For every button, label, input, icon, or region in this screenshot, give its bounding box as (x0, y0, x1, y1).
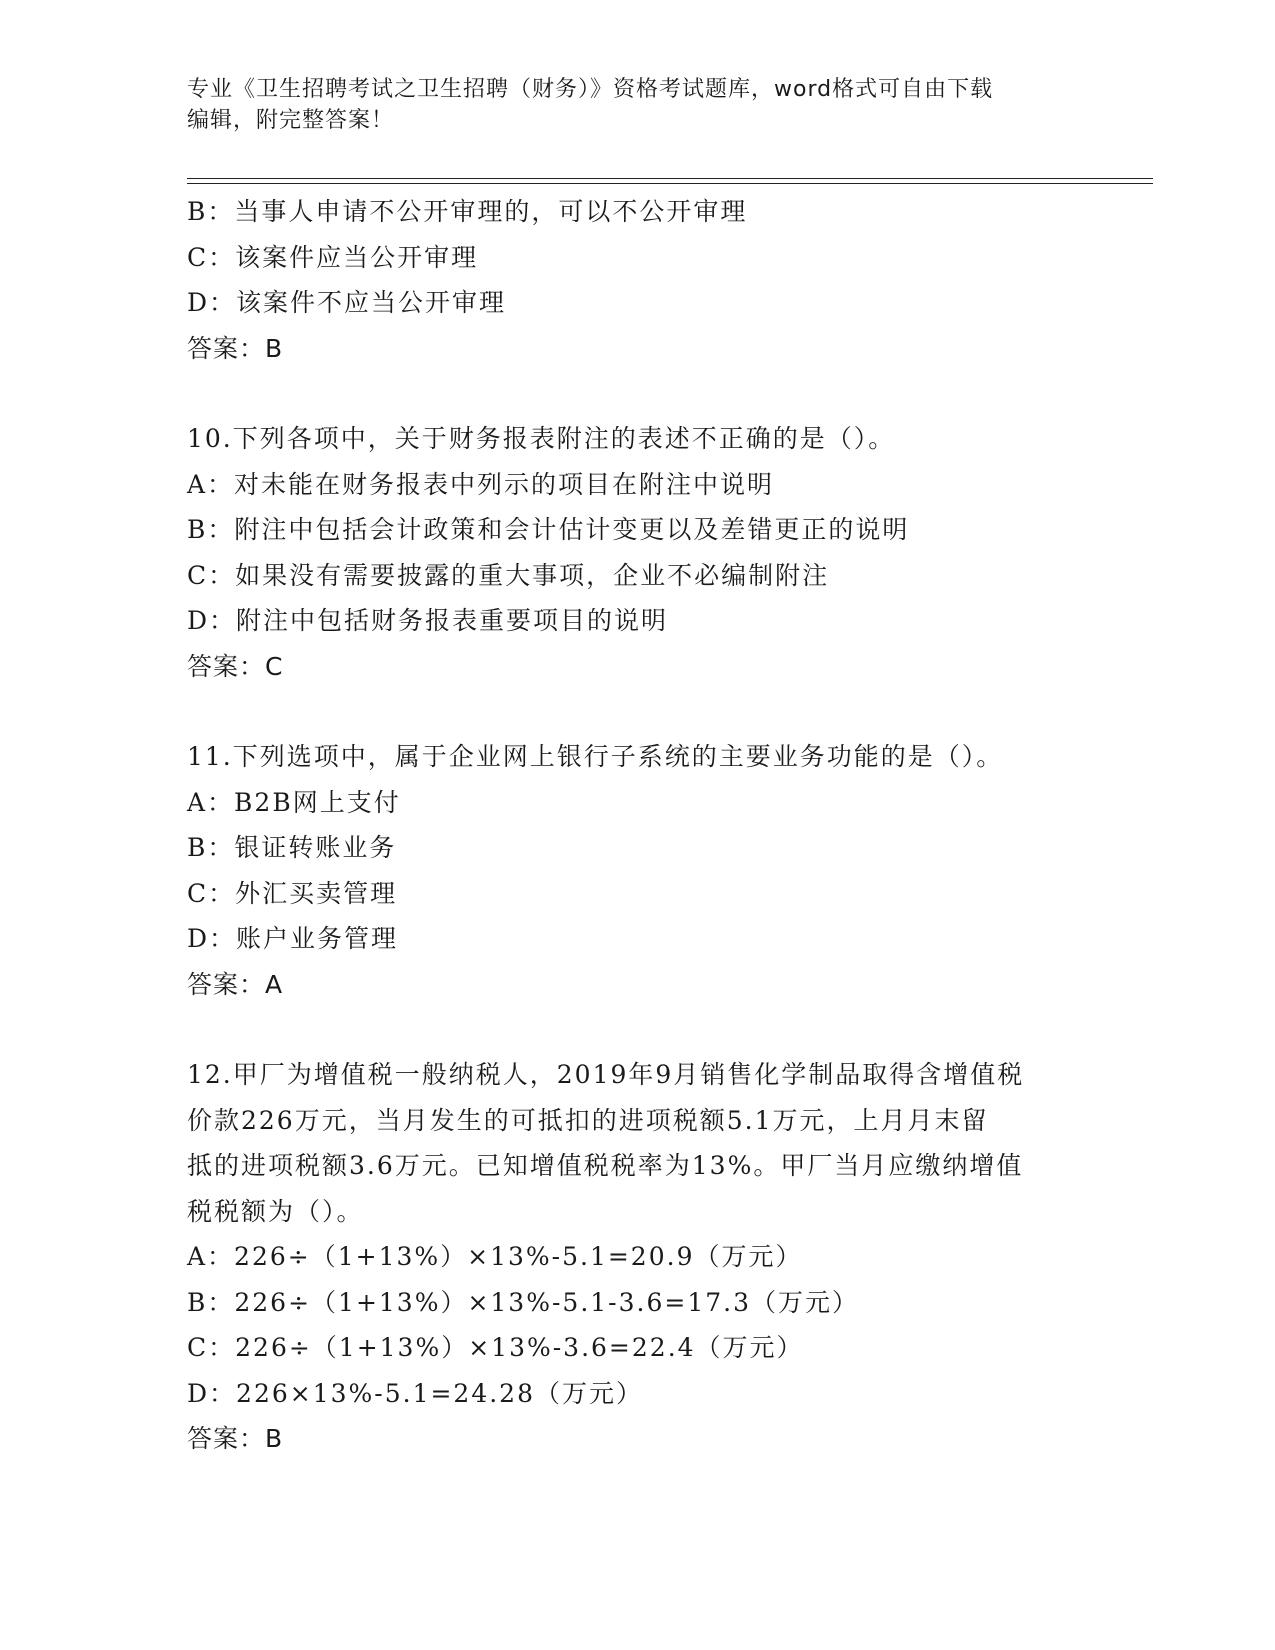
question-11 (187, 734, 1087, 1007)
option-d: D：账户业务管理 (187, 924, 399, 953)
question-stem: 11.下列选项中，属于企业网上银行子系统的主要业务功能的是（）。 (187, 742, 1004, 771)
question-stem-line-1: 12.甲厂为增值税一般纳税人，2019年9月销售化学制品取得含增值税 (187, 1060, 1025, 1089)
option-a: A：对未能在财务报表中列示的项目在附注中说明 (187, 469, 775, 499)
option-c: C：外汇买卖管理 (187, 878, 398, 908)
spacer (187, 371, 1087, 416)
question-9-continued (187, 189, 1087, 371)
answer-line: 答案：C (187, 651, 284, 681)
header-line-1: 专业《卫生招聘考试之卫生招聘（财务）》资格考试题库，word格式可自由下载 (187, 77, 994, 102)
option-b: B：当事人申请不公开审理的，可以不公开审理 (187, 197, 748, 226)
spacer (187, 689, 1087, 734)
option-a: A：B2B网上支付 (187, 787, 401, 817)
option-c: C：226÷（1+13%）×13%-3.6=22.4（万元） (187, 1333, 804, 1362)
answer-line: 答案：B (187, 333, 284, 363)
option-c: C：如果没有需要披露的重大事项，企业不必编制附注 (187, 560, 830, 590)
document-body (187, 189, 1087, 1462)
option-b: B：银证转账业务 (187, 833, 397, 862)
question-10 (187, 416, 1087, 689)
question-stem: 10.下列各项中，关于财务报表附注的表述不正确的是（）。 (187, 424, 896, 453)
option-d: D：附注中包括财务报表重要项目的说明 (187, 606, 669, 635)
question-stem-line-3: 抵的进项税额3.6万元。已知增值税税率为13%。甲厂当月应缴纳增值 (187, 1151, 1024, 1180)
question-12 (187, 1052, 1087, 1462)
answer-line: 答案：A (187, 969, 284, 999)
option-c: C：该案件应当公开审理 (187, 242, 479, 272)
header-line-2: 编辑，附完整答案！ (187, 108, 395, 133)
option-d: D：226×13%-5.1=24.28（万元） (187, 1378, 643, 1408)
spacer (187, 1007, 1087, 1052)
answer-line: 答案：B (187, 1424, 284, 1453)
option-b: B：附注中包括会计政策和会计估计变更以及差错更正的说明 (187, 515, 910, 544)
option-b: B：226÷（1+13%）×13%-5.1-3.6=17.3（万元） (187, 1287, 859, 1317)
header-divider (187, 178, 1153, 184)
document-header (187, 74, 1087, 136)
question-stem-line-4: 税税额为（）。 (187, 1196, 364, 1226)
option-a: A：226÷（1+13%）×13%-5.1=20.9（万元） (187, 1242, 803, 1271)
question-stem-line-2: 价款226万元，当月发生的可抵扣的进项税额5.1万元，上月月末留 (187, 1105, 989, 1135)
option-d: D：该案件不应当公开审理 (187, 288, 507, 317)
